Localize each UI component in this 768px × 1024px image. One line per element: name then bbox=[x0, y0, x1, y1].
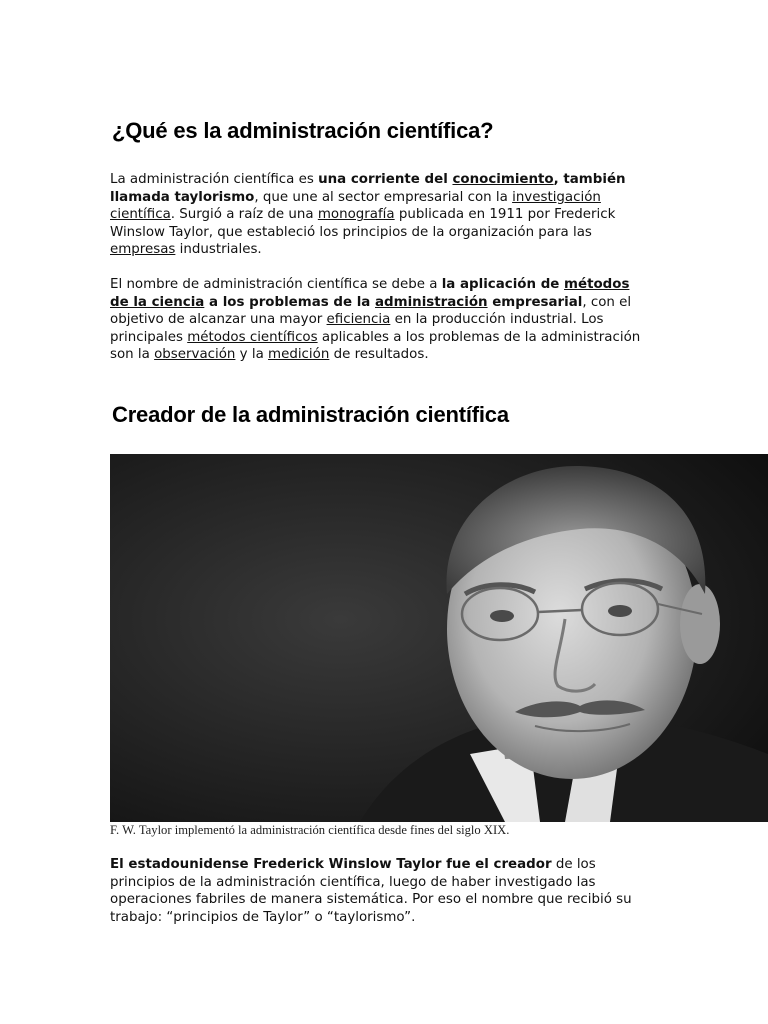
bold-run: empresarial bbox=[487, 294, 583, 310]
photo-caption: F. W. Taylor implementó la administración científica desde fines del siglo XIX. bbox=[110, 823, 510, 837]
link-empresas[interactable]: empresas bbox=[110, 242, 176, 258]
link-metodos-cientificos[interactable]: métodos científicos bbox=[187, 329, 318, 345]
paragraph-name-origin bbox=[110, 276, 650, 364]
link-administracion[interactable]: administración bbox=[375, 294, 488, 310]
bold-run: El estadounidense Frederick Winslow Taylor fue el creador bbox=[110, 857, 552, 872]
link-observacion[interactable]: observación bbox=[154, 347, 236, 363]
link-investigacion-cientifica[interactable]: investigación científica bbox=[110, 189, 601, 223]
section-title-que-es: ¿Qué es la administración científica? bbox=[112, 118, 494, 143]
text-run: en la producción industrial. Los principales bbox=[110, 312, 604, 345]
portrait-illustration bbox=[110, 454, 768, 822]
bold-run: , también llamada taylorismo bbox=[110, 172, 626, 205]
text-run: de resultados. bbox=[329, 347, 429, 363]
paragraph-creator bbox=[110, 856, 650, 926]
bold-run: la aplicación de bbox=[441, 277, 565, 292]
text-run: . Surgió a raíz de una bbox=[170, 207, 318, 223]
link-conocimiento[interactable]: conocimiento bbox=[452, 172, 554, 187]
text-run: , con el objetivo de alcanzar una mayor bbox=[110, 294, 632, 328]
text-run: aplicables a los problemas de la administración son la bbox=[110, 329, 641, 363]
section-title-creador: Creador de la administración científica bbox=[112, 402, 509, 427]
taylor-portrait-photo bbox=[110, 454, 768, 822]
text-run: La administración científica es bbox=[110, 172, 319, 187]
text-run: El nombre de administración científica se debe a bbox=[110, 277, 442, 292]
link-monografia[interactable]: monografía bbox=[317, 207, 395, 223]
link-metodos-de-la-ciencia[interactable]: métodos de la ciencia bbox=[110, 277, 630, 310]
text-run: industriales. bbox=[175, 242, 262, 258]
text-run: de los principios de la administración científica, luego de haber investigado las operaciones fabriles de manera sistemática. Por eso el nombre que recibió su trabajo: “principios de Taylor” o “taylorismo”. bbox=[110, 857, 632, 925]
bold-run: una corriente del bbox=[318, 172, 453, 187]
link-medicion[interactable]: medición bbox=[268, 347, 330, 363]
bold-run: a los problemas de la bbox=[204, 294, 375, 310]
text-run: , que une al sector empresarial con la bbox=[254, 189, 513, 205]
paragraph-definition bbox=[110, 171, 650, 259]
text-run: y la bbox=[235, 347, 269, 363]
link-eficiencia[interactable]: eficiencia bbox=[326, 312, 391, 328]
text-run: publicada en 1911 por Frederick Winslow Taylor, que estableció los principios de la organización para las bbox=[110, 207, 616, 240]
